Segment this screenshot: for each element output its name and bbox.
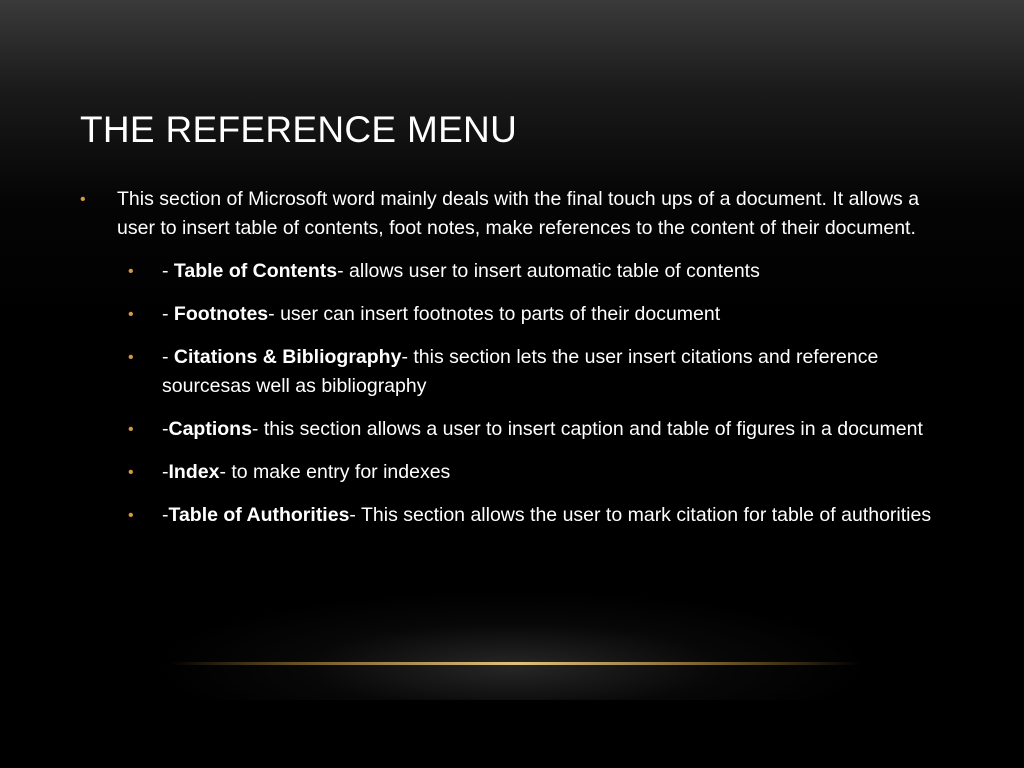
bullet-dot-icon: • [128, 421, 134, 438]
item-prefix: - [162, 504, 169, 526]
bullet-dot-icon: • [128, 263, 134, 280]
item-prefix: - [162, 303, 174, 325]
item-desc: - this section lets the user insert citations and reference sourcesas well as bibliography [162, 346, 879, 397]
list-item [80, 300, 940, 329]
list-item [80, 501, 940, 530]
item-prefix: - [162, 346, 174, 368]
slide-content [80, 185, 940, 544]
bullet-dot-icon: • [128, 306, 134, 323]
bullet-dot-icon: • [128, 507, 134, 524]
list-item [80, 257, 940, 286]
item-prefix: - [162, 418, 169, 440]
item-desc: - this section allows a user to insert caption and table of figures in a document [251, 418, 923, 440]
intro-text: This section of Microsoft word mainly deals with the final touch ups of a document. It allows a user to insert table of contents, foot notes, make references to the content of their document. [117, 188, 920, 239]
item-desc: - This section allows the user to mark citation for table of authorities [349, 504, 932, 526]
bullet-intro [80, 185, 940, 243]
item-prefix: - [162, 461, 169, 483]
bullet-dot-icon: • [80, 191, 86, 208]
list-item [80, 458, 940, 487]
gold-divider-line [170, 662, 860, 665]
item-term: Citations & Bibliography [173, 346, 402, 368]
bottom-glow [150, 590, 874, 700]
item-term: Index [168, 461, 220, 483]
list-item [80, 343, 940, 401]
item-desc: - to make entry for indexes [219, 461, 451, 483]
slide-title: THE REFERENCE MENU [80, 109, 518, 150]
item-prefix: - [162, 260, 174, 282]
item-desc: - user can insert footnotes to parts of their document [268, 303, 721, 325]
bullet-dot-icon: • [128, 349, 134, 366]
item-term: Table of Contents [173, 260, 338, 282]
item-term: Captions [168, 418, 252, 440]
item-desc: - allows user to insert automatic table of contents [337, 260, 760, 282]
bullet-dot-icon: • [128, 464, 134, 481]
item-term: Table of Authorities [168, 504, 350, 526]
list-item [80, 415, 940, 444]
item-term: Footnotes [173, 303, 269, 325]
